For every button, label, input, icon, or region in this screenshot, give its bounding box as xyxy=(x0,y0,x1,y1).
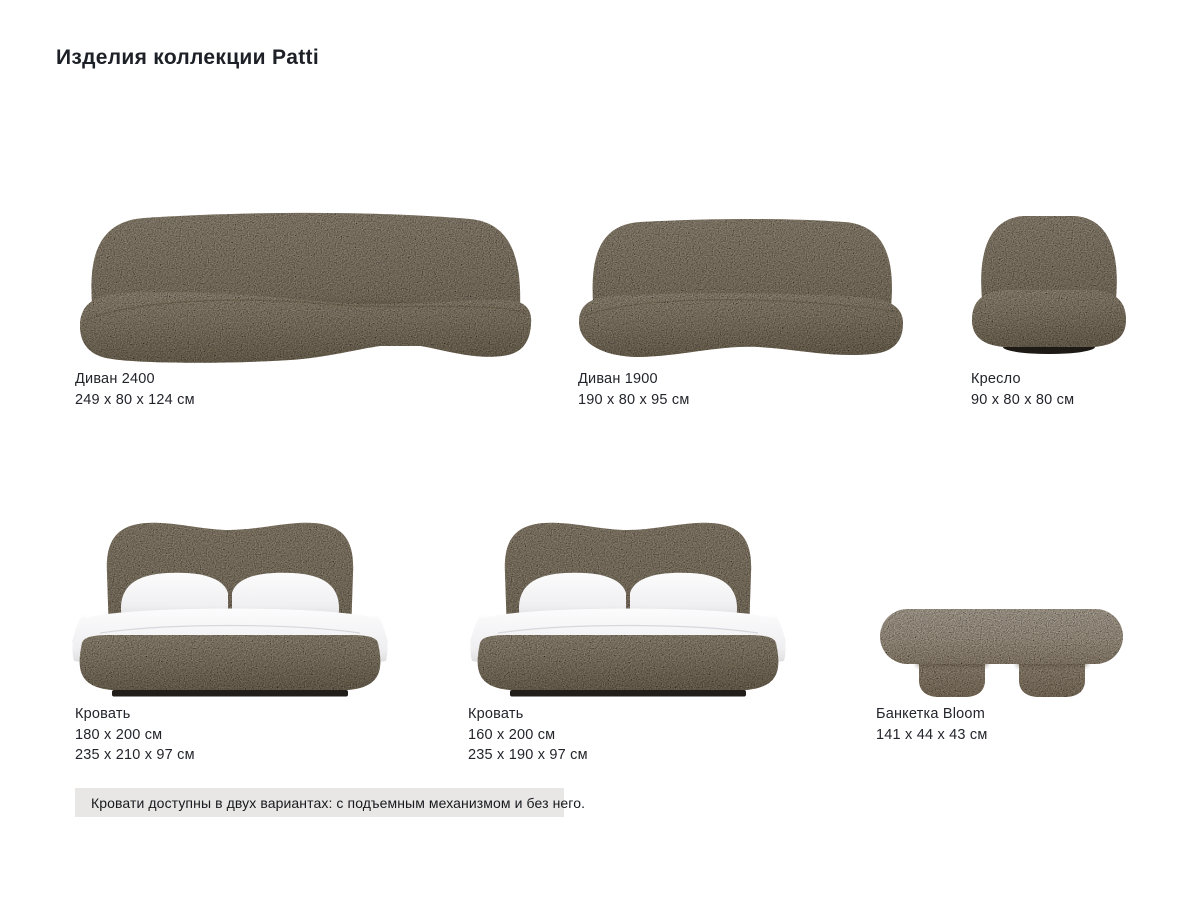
product-label xyxy=(971,369,1074,410)
product-name: Кровать xyxy=(75,706,131,722)
product-dimensions: 180 x 200 см xyxy=(75,726,163,743)
product-label xyxy=(75,369,195,410)
product-label xyxy=(578,369,690,410)
page-title: Изделия коллекции Patti xyxy=(56,46,319,69)
bench-seat xyxy=(880,609,1123,664)
sofa-2400-image xyxy=(78,206,533,364)
note-text: Кровати доступны в двух вариантах: с подъемным механизмом и без него. xyxy=(91,794,586,811)
product-label xyxy=(468,704,588,766)
product-label xyxy=(876,704,988,745)
product-name: Кресло xyxy=(971,371,1021,387)
bed-plinth xyxy=(112,690,348,697)
product-dimensions: 90 x 80 x 80 см xyxy=(971,391,1075,408)
product-dimensions: 160 x 200 см xyxy=(468,726,556,743)
product-name: Кровать xyxy=(468,706,524,722)
product-name: Диван 2400 xyxy=(75,371,155,387)
bench-bloom-image xyxy=(879,604,1124,698)
product-dimensions-frame: 235 x 190 x 97 см xyxy=(468,747,588,763)
product-dimensions: 141 x 44 x 43 см xyxy=(876,726,988,743)
sofa-1900-image xyxy=(576,212,906,358)
product-name: Банкетка Bloom xyxy=(876,706,985,722)
bed-160-image xyxy=(463,513,793,699)
product-dimensions: 190 x 80 x 95 см xyxy=(578,391,690,408)
product-label xyxy=(75,704,195,766)
product-name: Диван 1900 xyxy=(578,371,658,387)
armchair-image xyxy=(970,208,1128,356)
product-dimensions: 249 x 80 x 124 см xyxy=(75,391,195,408)
bed-plinth xyxy=(510,690,746,697)
product-dimensions-frame: 235 x 210 x 97 см xyxy=(75,747,195,763)
beds-variants-note xyxy=(75,788,586,817)
bed-180-image xyxy=(70,513,390,699)
